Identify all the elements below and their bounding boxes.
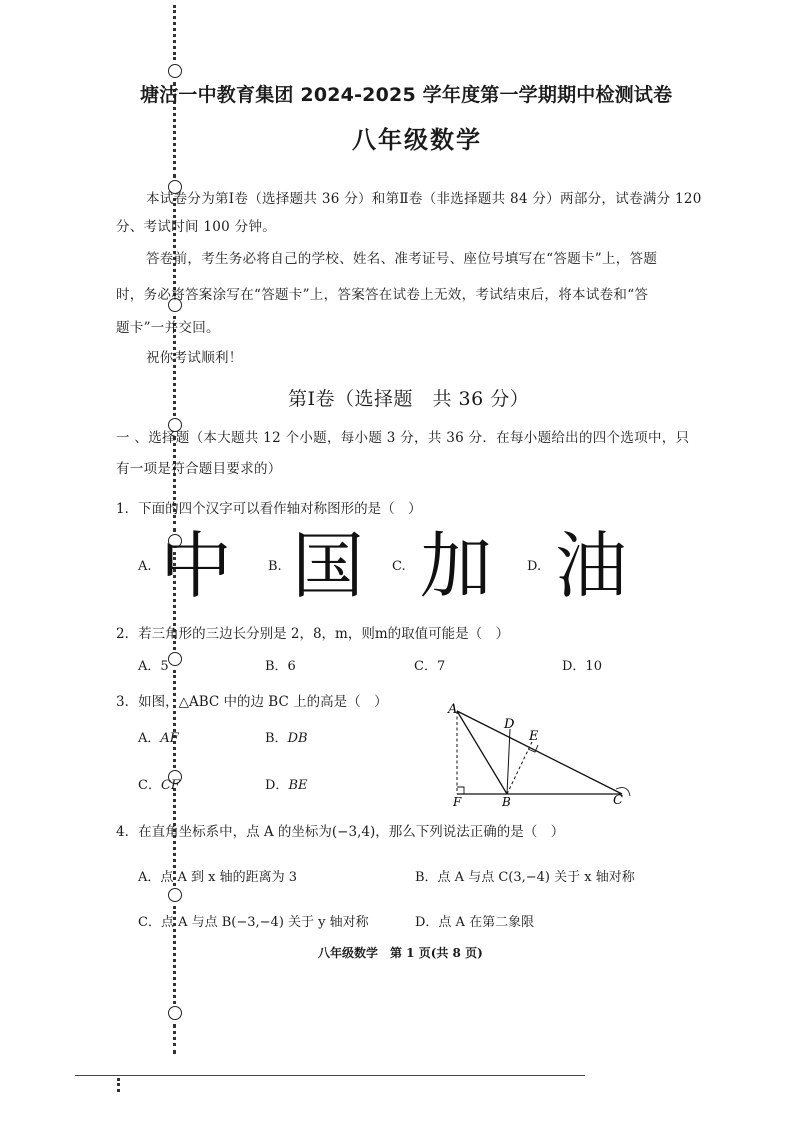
binding-dotted-line	[173, 5, 179, 60]
question-4-stem: 4．在直角坐标系中，点 A 的坐标为(−3,4)，那么下列说法正确的是（ ）	[116, 824, 565, 840]
exam-subtitle: 八年级数学	[352, 126, 482, 154]
instruction-line-3: 答卷前，考生务必将自己的学校、姓名、准考证号、座位号填写在“答题卡”上，答题	[146, 251, 658, 267]
q3-option-b-value: DB	[287, 731, 308, 746]
q1-option-d-char: 油	[555, 524, 628, 608]
binding-hole	[168, 1006, 182, 1020]
q3-option-a[interactable]	[138, 727, 179, 746]
q3-option-c-letter: C．	[138, 778, 161, 793]
label-c: C	[613, 793, 623, 808]
binding-dotted-line	[173, 1024, 179, 1054]
q1-option-a-char: 中	[160, 524, 233, 608]
q2-option-a[interactable]: A．5	[138, 659, 169, 674]
right-angle-mark-f	[457, 787, 464, 794]
segment-be	[507, 742, 532, 794]
section-intro-line-1: 一 、选择题（本大题共 12 个小题，每小题 3 分，共 36 分．在每小题给出的四个选项中，只	[116, 430, 690, 446]
q2-option-b[interactable]: B．6	[265, 659, 296, 674]
q4-option-d[interactable]: D．点 A 在第二象限	[415, 915, 535, 930]
instruction-line-2: 分、考试时间 100 分钟。	[116, 219, 277, 235]
q4-option-a[interactable]: A．点 A 到 x 轴的距离为 3	[138, 870, 298, 885]
label-a: A	[448, 702, 458, 717]
binding-margin	[80, 0, 110, 1060]
instruction-line-5: 题卡”一并交回。	[116, 320, 220, 336]
bottom-rule	[75, 1075, 585, 1076]
binding-hole	[168, 888, 182, 902]
q1-option-b-char: 国	[292, 524, 365, 608]
q3-option-d-value: BE	[288, 778, 308, 793]
q3-option-d[interactable]	[265, 774, 307, 793]
page-footer: 八年级数学 第 1 页(共 8 页)	[318, 946, 483, 960]
question-2-stem: 2．若三角形的三边长分别是 2，8，m，则m的取值可能是（ ）	[116, 626, 510, 642]
instruction-line-1: 本试卷分为第Ⅰ卷（选择题共 36 分）和第Ⅱ卷（非选择题共 84 分）两部分，试卷满分 120	[146, 191, 702, 207]
section-title: 第Ⅰ卷（选择题 共 36 分）	[288, 388, 530, 410]
q3-option-c-value: CF	[160, 778, 180, 793]
q3-option-d-letter: D．	[265, 778, 289, 793]
q3-option-b-letter: B．	[265, 731, 288, 746]
q2-option-d[interactable]: D．10	[562, 659, 602, 674]
corner-dots	[117, 1078, 123, 1092]
q2-option-c[interactable]: C．7	[414, 659, 446, 674]
q1-option-c-char: 加	[420, 524, 493, 608]
section-intro-line-2: 有一项是符合题目要求的）	[116, 461, 282, 477]
q3-option-c[interactable]	[138, 774, 180, 793]
label-b: B	[502, 795, 511, 808]
q3-option-b[interactable]	[265, 727, 308, 746]
q1-option-a-letter[interactable]: A.	[138, 559, 152, 574]
label-f: F	[453, 795, 462, 808]
exam-title: 塘沽一中教育集团 2024-2025 学年度第一学期期中检测试卷	[140, 84, 673, 106]
triangle-figure	[440, 698, 640, 808]
question-1-stem: 1．下面的四个汉字可以看作轴对称图形的是（ ）	[116, 501, 422, 517]
instruction-line-4: 时，务必将答案涂写在“答题卡”上，答案答在试卷上无效，考试结束后，将本试卷和“答	[116, 287, 649, 303]
q4-option-b[interactable]: B．点 A 与点 C(3,−4) 关于 x 轴对称	[415, 870, 635, 885]
q3-option-a-letter: A．	[138, 731, 161, 746]
q4-option-c[interactable]: C．点 A 与点 B(−3,−4) 关于 y 轴对称	[138, 915, 369, 930]
label-d: D	[504, 717, 515, 732]
binding-hole	[168, 64, 182, 78]
instruction-line-6: 祝你考试顺利！	[146, 350, 243, 366]
question-3-stem: 3．如图，△ABC 中的边 BC 上的高是（ ）	[116, 694, 388, 710]
q1-option-d-letter[interactable]: D.	[527, 559, 542, 574]
q1-option-b-letter[interactable]: B.	[268, 559, 282, 574]
binding-dotted-line	[173, 670, 179, 768]
segment-bd	[507, 729, 510, 794]
q3-option-a-value: AF	[160, 731, 179, 746]
label-e: E	[529, 729, 539, 744]
q1-option-c-letter[interactable]: C.	[392, 559, 406, 574]
binding-hole	[168, 652, 182, 666]
